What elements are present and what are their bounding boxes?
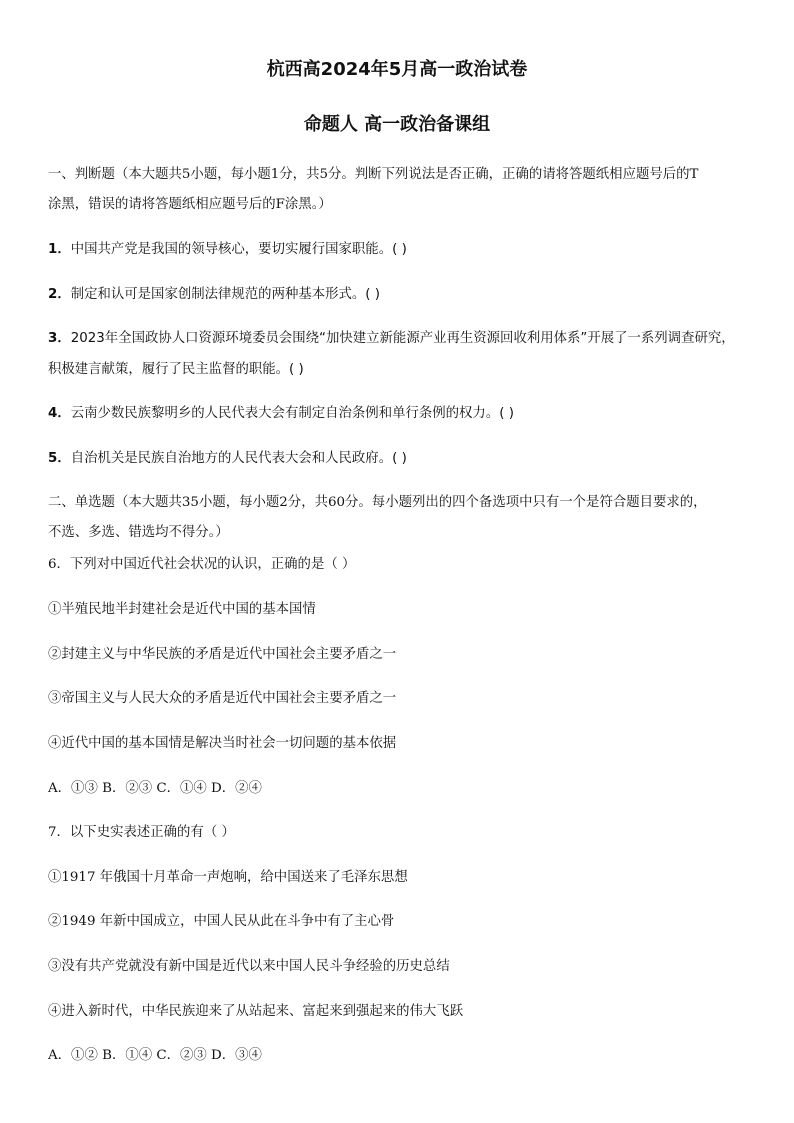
judge-item-4 xyxy=(48,405,758,423)
judge-item-2-text: 制定和认可是国家创制法律规范的两种基本形式。( ) xyxy=(70,287,381,302)
question-6-choices: A．①③ B．②③ C．①④ D．②④ xyxy=(48,781,262,796)
judge-item-4-text: 云南少数民族黎明乡的人民代表大会有制定自治条例和单行条例的权力。( ) xyxy=(70,406,514,421)
question-6-option-4: ④近代中国的基本国情是解决当时社会一切问题的基本依据 xyxy=(48,736,397,751)
question-7-option-3: ③没有共产党就没有新中国是近代以来中国人民斗争经验的历史总结 xyxy=(48,959,450,974)
question-7-option-4: ④进入新时代，中华民族迎来了从站起来、富起来到强起来的伟大飞跃 xyxy=(48,1004,464,1019)
exam-title: 杭西高2024年5月高一政治试卷 xyxy=(266,59,528,80)
question-6-option-1: ①半殖民地半封建社会是近代中国的基本国情 xyxy=(48,602,316,617)
question-6-option-3: ③帝国主义与人民大众的矛盾是近代中国社会主要矛盾之一 xyxy=(48,691,397,706)
section2-heading-line2: 不选、多选、错选均不得分。） xyxy=(48,525,229,540)
judge-item-4-number: 4． xyxy=(48,406,71,421)
question-7-stem: 7．以下史实表述正确的有（ ） xyxy=(48,825,235,840)
judge-item-3-text-line2: 积极建言献策，履行了民主监督的职能。( ) xyxy=(48,362,304,377)
judge-item-3-text-line1: 2023年全国政协人口资源环境委员会围绕“加快建立新能源产业再生资源回收利用体系”开展了一系列调查研究， xyxy=(70,331,735,346)
exam-author: 命题人 高一政治备课组 xyxy=(303,114,491,135)
question-6-stem: 6．下列对中国近代社会状况的认识，正确的是（ ） xyxy=(48,557,356,572)
judge-item-3-line1 xyxy=(48,330,758,348)
question-7-option-1: ①1917 年俄国十月革命一声炮响，给中国送来了毛泽东思想 xyxy=(48,870,408,885)
judge-item-1-text: 中国共产党是我国的领导核心，要切实履行国家职能。( ) xyxy=(70,242,407,257)
judge-item-2-number: 2． xyxy=(48,287,71,302)
judge-item-1-number: 1． xyxy=(48,242,71,257)
section1-heading-line1: 一、判断题（本大题共5小题，每小题1分，共5分。判断下列说法是否正确，正确的请将答题纸相应题号后的T xyxy=(48,167,699,182)
judge-item-2 xyxy=(48,286,758,304)
section2-heading-line1: 二、单选题（本大题共35小题，每小题2分，共60分。每小题列出的四个备选项中只有一个是符合题目要求的， xyxy=(48,495,707,510)
question-7-choices: A．①② B．①④ C．②③ D．③④ xyxy=(48,1048,262,1063)
question-6-option-2: ②封建主义与中华民族的矛盾是近代中国社会主要矛盾之一 xyxy=(48,647,397,662)
judge-item-5 xyxy=(48,450,758,468)
judge-item-3-number: 3． xyxy=(48,331,71,346)
judge-item-5-number: 5． xyxy=(48,451,71,466)
question-7-option-2: ②1949 年新中国成立，中国人民从此在斗争中有了主心骨 xyxy=(48,914,395,929)
judge-item-1 xyxy=(48,241,758,259)
section1-heading-line2: 涂黑，错误的请将答题纸相应题号后的F涂黑。） xyxy=(48,197,332,212)
judge-item-5-text: 自治机关是民族自治地方的人民代表大会和人民政府。( ) xyxy=(70,451,407,466)
